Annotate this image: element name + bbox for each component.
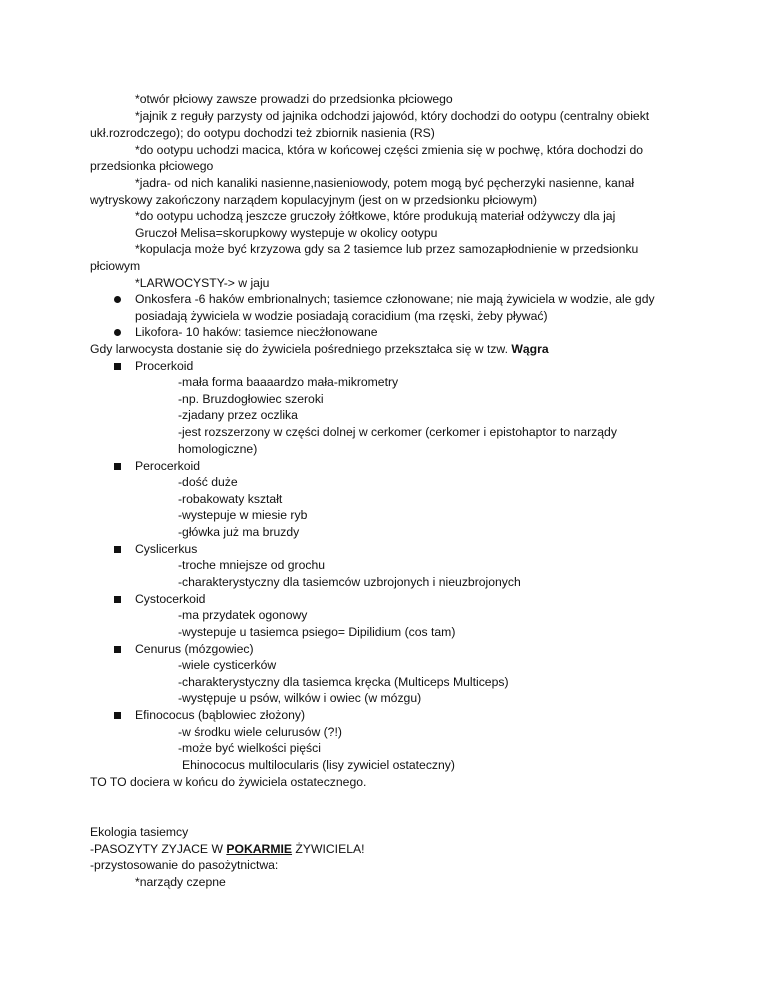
- text-line: wytryskowy zakończony narządem kopulacyjnym (jest on w przedsionku płciowym): [90, 193, 538, 207]
- text-line: *LARWOCYSTY-> w jaju: [135, 276, 270, 290]
- stage-detail: -występuje u psów, wilków i owiec (w mózgu): [178, 691, 422, 705]
- text-line: -przystosowanie do pasożytnictwa:: [90, 858, 279, 872]
- text-line: *kopulacja może być krzyzowa gdy sa 2 tasiemce lub przez samozapłodnienie w przedsionku: [135, 242, 639, 256]
- list-item: Onkosfera -6 haków embrionalnych; tasiemce członowane; nie mają żywiciela w wodzie, ale gdy: [135, 292, 655, 306]
- stage-detail: -np. Bruzdogłowiec szeroki: [178, 392, 324, 406]
- bullet-square-icon: [114, 541, 121, 557]
- stage-name: Cenurus (mózgowiec): [135, 642, 254, 656]
- outro-line: TO TO dociera w końcu do żywiciela ostatecznego.: [90, 775, 367, 789]
- stage-detail: -wiele cysticerków: [178, 658, 277, 672]
- stage-detail: -charakterystyczny dla tasiemca kręcka (Multiceps Multiceps): [178, 675, 509, 689]
- list-item: posiadają żywiciela w wodzie posiadają coracidium (ma rzęski, żeby pływać): [135, 309, 548, 323]
- text-line: ukł.rozrodczego); do ootypu dochodzi też zbiornik nasienia (RS): [90, 126, 435, 140]
- stage-detail: -zjadany przez oczlika: [178, 408, 298, 422]
- bullet-square-icon: [114, 458, 121, 474]
- text-line: *do ootypu uchodzą jeszcze gruczoły żółtkowe, które produkują materiał odżywczy dla jaj: [135, 209, 616, 223]
- stage-name: Perocerkoid: [135, 459, 201, 473]
- stage-detail: -główka już ma bruzdy: [178, 525, 300, 539]
- stage-detail: -robakowaty kształt: [178, 492, 283, 506]
- stage-detail: -mała forma baaaardzo mała-mikrometry: [178, 375, 399, 389]
- stage-detail: -charakterystyczny dla tasiemców uzbrojonych i nieuzbrojonych: [178, 575, 521, 589]
- section-heading: Ekologia tasiemcy: [90, 825, 189, 839]
- text-line: *jadra- od nich kanaliki nasienne,nasieniowody, potem mogą być pęcherzyki nasienne, kanał: [135, 176, 635, 190]
- stage-detail: -w środku wiele celurusów (?!): [178, 725, 342, 739]
- stage-detail: Ehinococus multilocularis (lisy zywiciel ostateczny): [182, 758, 455, 772]
- text-line: *do ootypu uchodzi macica, która w końcowej części zmienia się w pochwę, która dochodzi do: [135, 143, 644, 157]
- stage-detail: -jest rozszerzony w części dolnej w cerkomer (cerkomer i epistohaptor to narządy: [178, 425, 617, 439]
- bullet-square-icon: [114, 641, 121, 657]
- stage-name: Cystocerkoid: [135, 592, 206, 606]
- stage-detail: -ma przydatek ogonowy: [178, 608, 308, 622]
- list-item: Likofora- 10 haków: tasiemce niecżłonowane: [135, 325, 378, 339]
- stage-detail: -może być wielkości pięści: [178, 741, 321, 755]
- stage-name: Procerkoid: [135, 359, 194, 373]
- stage-detail: -troche mniejsze od grochu: [178, 558, 325, 572]
- text-line: *jajnik z reguły parzysty od jajnika odchodzi jajowód, który dochodzi do ootypu (centralny obiekt: [135, 109, 650, 123]
- bullet-square-icon: [114, 358, 121, 374]
- text-line: *narządy czepne: [135, 875, 226, 889]
- text-line: przedsionka płciowego: [90, 159, 214, 173]
- stage-detail: -wystepuje w miesie ryb: [178, 508, 308, 522]
- text-line: Gruczoł Melisa=skorupkowy wystepuje w okolicy ootypu: [135, 226, 438, 240]
- stage-detail: -dość duże: [178, 475, 238, 489]
- stage-detail: homologiczne): [178, 442, 258, 456]
- stage-name: Efinococus (bąblowiec złożony): [135, 708, 306, 722]
- intro-line: Gdy larwocysta dostanie się do żywiciela pośredniego przekształca się w tzw. Wągra: [90, 342, 549, 356]
- bullet-dot-icon: [114, 324, 121, 340]
- bullet-square-icon: [114, 591, 121, 607]
- stage-detail: -wystepuje u tasiemca psiego= Dipilidium (cos tam): [178, 625, 456, 639]
- stage-name: Cyslicerkus: [135, 542, 198, 556]
- text-line: *otwór płciowy zawsze prowadzi do przedsionka płciowego: [135, 92, 453, 106]
- text-line: płciowym: [90, 259, 141, 273]
- bullet-square-icon: [114, 707, 121, 723]
- text-line: -PASOZYTY ZYJACE W POKARMIE ŻYWICIELA!: [90, 842, 365, 856]
- bullet-dot-icon: [114, 291, 121, 307]
